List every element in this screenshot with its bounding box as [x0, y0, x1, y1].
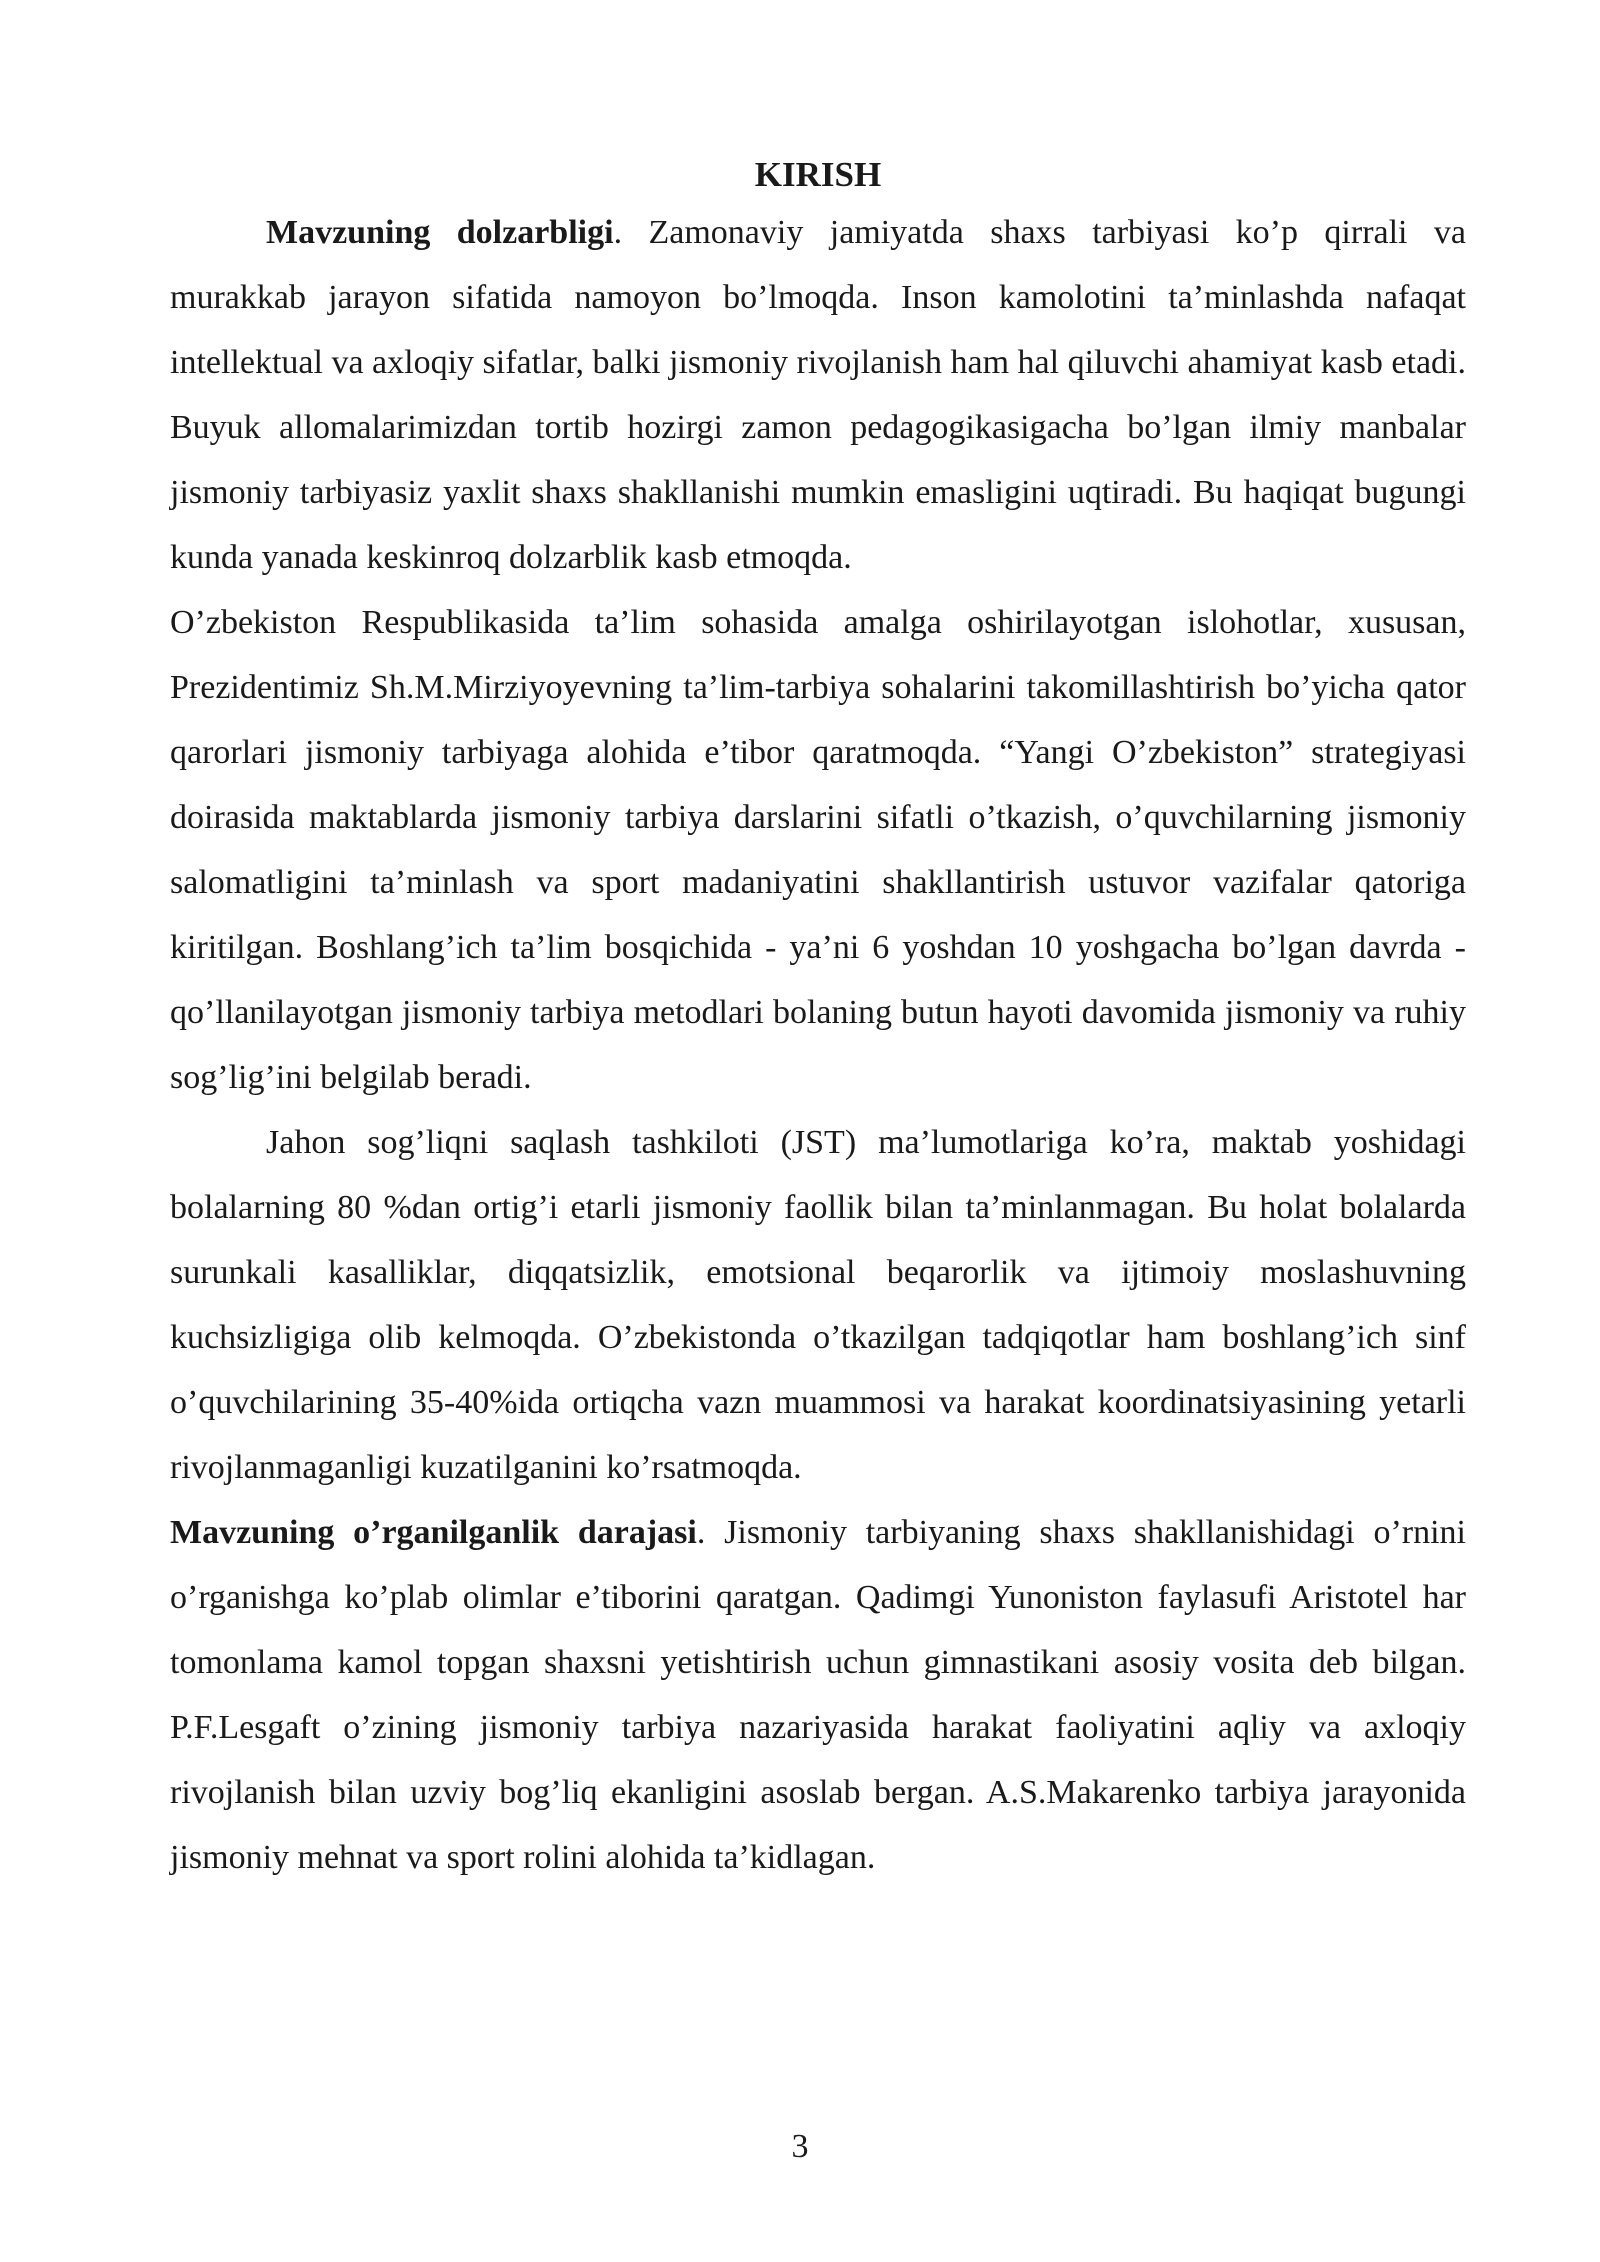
paragraph-lead-relevance: Mavzuning dolzarbligi — [266, 214, 614, 251]
document-page — [170, 150, 1466, 1890]
paragraph-reforms — [170, 590, 1466, 1110]
section-title: KIRISH — [754, 155, 882, 194]
paragraph-text: Jahon sog’liqni saqlash tashkiloti (JST) ma’lumotlariga ko’ra, maktab yoshidagi bolalarning 80 %dan ortig’i etarli jismoniy faollik bilan ta’minlanmagan. Bu holat bolalarda surunkali kasalliklar, diqqatsizlik, emotsional beqarorlik va ijtimoiy moslashuvning kuchsizligiga olib kelmoqda. O’zbekistonda o’tkazilgan tadqiqotlar ham boshlang’ich sinf o’quvchilarining 35-40%ida ortiqcha vazn muammosi va harakat koordinatsiyasining yetarli rivojlanmaganligi kuzatilganini ko’rsatmoqda. — [170, 1124, 1466, 1486]
paragraph-text: . Jismoniy tarbiyaning shaxs shakllanishidagi o’rnini o’rganishga ko’plab olimlar e’tiborini qaratgan. Qadimgi Yunoniston faylasufi Aristotel har tomonlama kamol topgan shaxsni yetishtirish uchun gimnastikani asosiy vosita deb bilgan. P.F.Lesgaft o’zining jismoniy tarbiya nazariyasida harakat faoliyatini aqliy va axloqiy rivojlanish bilan uzviy bog’liq ekanligini asoslab bergan. A.S.Makarenko tarbiya jarayonida jismoniy mehnat va sport rolini alohida ta’kidlagan. — [170, 1514, 1467, 1876]
paragraph-text: O’zbekiston Respublikasida ta’lim sohasida amalga oshirilayotgan islohotlar, xususan, Prezidentimiz Sh.M.Mirziyoyevning ta’lim-tarbiya sohalarini takomillashtirish bo’yicha qator qarorlari jismoniy tarbiyaga alohida e’tibor qaratmoqda. “Yangi O’zbekiston” strategiyasi doirasida maktablarda jismoniy tarbiya darslarini sifatli o’tkazish, o’quvchilarning jismoniy salomatligini ta’minlash va sport madaniyatini shakllantirish ustuvor vazifalar qatoriga kiritilgan. Boshlang’ich ta’lim bosqichida - ya’ni 6 yoshdan 10 yoshgacha bo’lgan davrda - qo’llanilayotgan jismoniy tarbiya metodlari bolaning butun hayoti davomida jismoniy va ruhiy sog’lig’ini belgilab beradi. — [170, 604, 1466, 1096]
paragraph-text: . Zamonaviy jamiyatda shaxs tarbiyasi ko’p qirrali va murakkab jarayon sifatida namoyon bo’lmoqda. Inson kamolotini ta’minlashda nafaqat intellektual va axloqiy sifatlar, balki jismoniy rivojlanish ham hal qiluvchi ahamiyat kasb etadi. Buyuk allomalarimizdan tortib hozirgi zamon pedagogikasigacha bo’lgan ilmiy manbalar jismoniy tarbiyasiz yaxlit shaxs shakllanishi mumkin emasligini uqtiradi. Bu haqiqat bugungi kunda yanada keskinroq dolzarblik kasb etmoqda. — [170, 214, 1467, 576]
page-number: 3 — [791, 2128, 809, 2165]
paragraph-lead-research-level: Mavzuning o’rganilganlik darajasi — [170, 1514, 697, 1551]
paragraph-relevance — [170, 200, 1466, 590]
paragraph-who-data — [170, 1110, 1466, 1500]
paragraph-research-level — [170, 1500, 1466, 1890]
